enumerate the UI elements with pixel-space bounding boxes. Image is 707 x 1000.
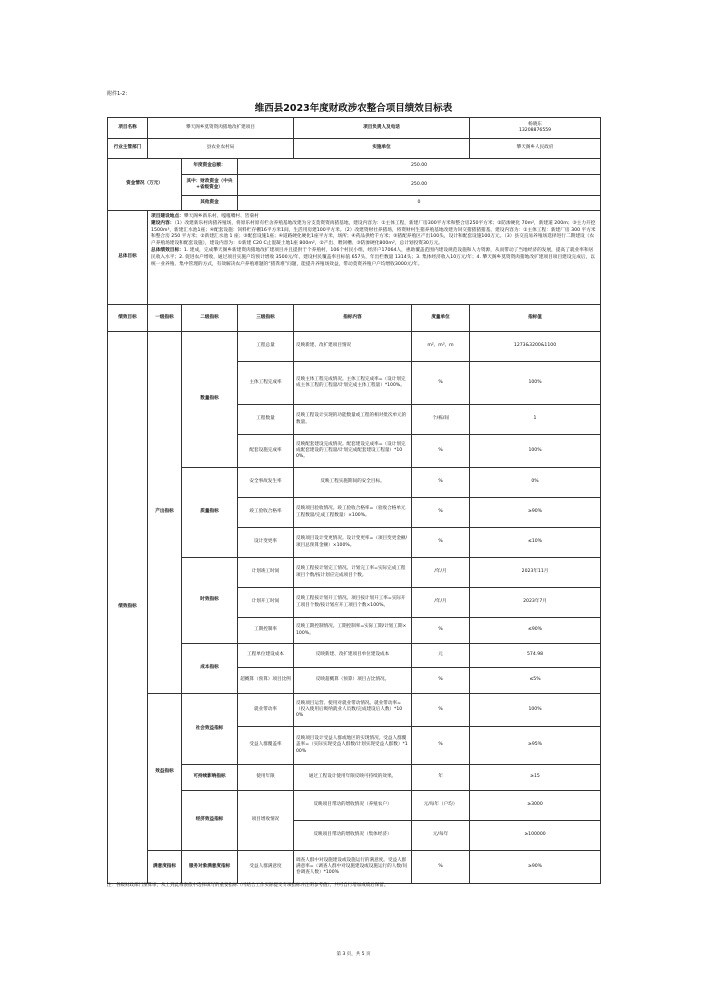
indicator-name: 设计变更率 bbox=[238, 528, 294, 558]
indicator-unit: % bbox=[412, 362, 470, 405]
indicator-value: ≤5% bbox=[470, 668, 601, 694]
indicator-unit: 个/栋/间 bbox=[412, 405, 470, 435]
indicator-content: 反映新建、改扩建项目单位建设成本 bbox=[294, 644, 412, 668]
overall-goal bbox=[148, 211, 601, 305]
department-label: 行业主管部门 bbox=[108, 139, 148, 159]
indicator-unit: 元/每年 bbox=[412, 821, 470, 851]
col-header-goal: 绩效目标 bbox=[108, 305, 148, 332]
attachment-label: 附件1-2： bbox=[107, 91, 131, 97]
project-contact-label: 项目负责人及电话 bbox=[294, 118, 470, 139]
indicator-value: 1273&3200&1100 bbox=[470, 332, 601, 362]
benefit-content: 1. 建成，完成攀天阁乡新建资肉猪地改扩建项目并且提供于个养殖村，106个村民小组，经济户17064人，惠助覆盖范围内建设规范设施和人力资源，从而带动了当地经济的发展，提高了就业率和居民收入水平；2. 促进农户增收，通过项目实施户均预计增收 3500元/年，建设村民覆盖率目标值 657头，年出栏数量 1314头；3. 集体经济收入10万元/年；4. 攀天阁乡莫资资肉猪地改扩建项目项目建设完成后，以统一业养殖、集中管理的方式，有效解决农户养殖难题的“猪粪难”问题，能提升养殖场效益，带动莫资养殖户户均增收3000元/年。 bbox=[151, 248, 595, 267]
indicator-value: 1 bbox=[470, 405, 601, 435]
indicator-value: ≤10% bbox=[470, 528, 601, 558]
indicator-value: ≥100000 bbox=[470, 821, 601, 851]
indicator-value: ≥90% bbox=[470, 498, 601, 528]
project-name: 攀天阁乡莫资资肉猪地改扩建项目 bbox=[148, 118, 294, 139]
location: 攀天阁乡新乐村、嘎嘎嘴村、皆菊村 bbox=[183, 214, 259, 219]
finance-fund-label: 其中：财政资金（中央+省级资金） bbox=[182, 175, 238, 196]
indicator-value: 574.98 bbox=[470, 644, 601, 668]
level2-social: 社会效益指标 bbox=[182, 694, 238, 765]
indicator-unit: % bbox=[412, 528, 470, 558]
level2-quality: 质量指标 bbox=[182, 468, 238, 558]
level2-timeliness: 时效指标 bbox=[182, 558, 238, 644]
level2-economic: 经济效益指标 bbox=[182, 791, 238, 851]
indicator-name: 主体工程完成率 bbox=[238, 362, 294, 405]
indicator-name: 使用年限 bbox=[238, 765, 294, 791]
indicator-value: ≥95% bbox=[470, 727, 601, 765]
performance-table bbox=[107, 117, 601, 884]
indicator-content: 反映主体工程完成情况。主体工程完成率=（设计划完成主体工程的工程量/计划完成主体工程量）*100%。 bbox=[294, 362, 412, 405]
indicator-name: 受益人群满意度 bbox=[238, 851, 294, 884]
indicator-content: 反映工程按计划完工情况。计划完工率=实际完成工程项目个数/按计划应完成项目个数。 bbox=[294, 558, 412, 588]
indicator-name: 安全事故发生率 bbox=[238, 468, 294, 498]
other-fund-label: 其他资金 bbox=[182, 196, 238, 211]
col-header-level2: 二级指标 bbox=[182, 305, 238, 332]
indicator-name: 工程单位建设成本 bbox=[238, 644, 294, 668]
indicator-unit: % bbox=[412, 668, 470, 694]
level1-satisfaction: 满意度指标 bbox=[148, 851, 182, 884]
indicator-value: ≥3000 bbox=[470, 791, 601, 821]
level1-benefit: 效益指标 bbox=[148, 694, 182, 851]
indicator-unit: /年/月 bbox=[412, 558, 470, 588]
level2-quantity: 数量指标 bbox=[182, 332, 238, 468]
indicator-content: 反映项目设计变更情况。设计变更率=（项目变更金额/项目总预算金额）×100%。 bbox=[294, 528, 412, 558]
indicator-content: 反映配套建设完成情况。配套建设完成率=（设计划完成配套建设的工程量/计划完成配套建设工程量）*100%。 bbox=[294, 435, 412, 468]
indicator-content: 反映新建、改扩建项目情况 bbox=[294, 332, 412, 362]
location-label: 项目建设地点： bbox=[151, 214, 184, 219]
col-header-unit: 度量单位 bbox=[412, 305, 470, 332]
level2-cost: 成本指标 bbox=[182, 644, 238, 694]
indicator-name: 计划开工时间 bbox=[238, 588, 294, 618]
indicator-unit: % bbox=[412, 727, 470, 765]
implementing-unit-label: 实施单位 bbox=[294, 139, 470, 159]
level2-service: 服务对象满意度指标 bbox=[182, 851, 238, 884]
department: 县农业农村局 bbox=[148, 139, 294, 159]
fund-label: 资金情况（万元） bbox=[108, 159, 182, 211]
indicator-name: 配套设施完成率 bbox=[238, 435, 294, 468]
indicator-name: 项目增收情况 bbox=[238, 791, 294, 851]
construction-content: （1）改建新乐村肉猪养殖场，将原乐村原有栏舍养殖基地改建为分支莫资资肉猪基地，建设内容为：①主体工程，新建厂房300平方米和整合房250平方米；②防渗硬化 70m²，新建道 200m；③主力开挖1500m³，新建汇水池1座；④配套设施：饲料贮存棚16平方米1间，生活用房建100平方米。（2）改建资财社养猪场，将资财村生猪养殖基地改建为饲交猪猪猪猪基，建设内容为：①主体工程：新建厂房 300 平方米和整合房 250 平方米；②新建汇水池 1 座；③配套设施1座；④道路硬化硬化1座平方米，场所；④药品供给千方米；⑤猪配养殖区产出100头，设计和配套设施100万元。（3）县交直易养殖场选择进行二期建设（农户养殖场建设和配套设施），建设内容为：①新建 C20 C止混凝土地1座 800m²，②产出、喂饲槽、③防渗硬化800m²，总计划投资30万元。 bbox=[151, 220, 596, 247]
indicator-content: 反映工期控制情况。工期控制率=实际工期/计划工期×100%。 bbox=[294, 618, 412, 644]
level1-output: 产出指标 bbox=[148, 332, 182, 694]
indicator-unit: % bbox=[412, 468, 470, 498]
indicator-unit: m²、m³、m bbox=[412, 332, 470, 362]
page-number: 第 3 页，共 5 页 bbox=[336, 952, 371, 957]
col-header-level1: 一级指标 bbox=[148, 305, 182, 332]
indicator-unit: % bbox=[412, 435, 470, 468]
indicator-content: 反映工程实施期间的安全目标。 bbox=[294, 468, 412, 498]
indicator-content: 调查人群中对设施建设或设施运行的满意度。受益人群满意率=（调查人群中对设施建设或设施运行的人数/问卷调查人数）*100% bbox=[294, 851, 412, 884]
project-name-label: 项目名称 bbox=[108, 118, 148, 139]
indicator-name: 竣工验收合格率 bbox=[238, 498, 294, 528]
indicator-content: 反映项目带动的增收情况（集体经济） bbox=[294, 821, 412, 851]
indicator-value: 2023年11月 bbox=[470, 558, 601, 588]
indicator-value: 2023年7月 bbox=[470, 588, 601, 618]
indicator-name: 受益人群覆盖率 bbox=[238, 727, 294, 765]
indicator-name: 工期控制率 bbox=[238, 618, 294, 644]
page-title: 维西县2023年度财政涉农整合项目绩效目标表 bbox=[254, 103, 453, 114]
performance-label: 绩效指标 bbox=[108, 332, 148, 884]
indicator-content: 反映工程设计实现的功能数量或工程的相对批次单元的数量。 bbox=[294, 405, 412, 435]
indicator-unit: % bbox=[412, 851, 470, 884]
indicator-value: 0% bbox=[470, 468, 601, 498]
indicator-unit: /年/月 bbox=[412, 588, 470, 618]
indicator-value: 100% bbox=[470, 694, 601, 727]
indicator-unit: % bbox=[412, 498, 470, 528]
other-fund: 0 bbox=[238, 196, 601, 211]
indicator-unit: 元/每年（户均） bbox=[412, 791, 470, 821]
indicator-content: 反映项目设计受益人群或地区的实现情况。受益人群覆盖率=（实际实现受益人群数/计划实现受益人群数）*100% bbox=[294, 727, 412, 765]
col-header-value: 指标值 bbox=[470, 305, 601, 332]
footnote: 注：各级财政部门预算审，从上到此每表依中选择填写的重要指标（可结合工作实际提交专项指标并注明参考值），共可自行增加成绩后保留。 bbox=[107, 883, 389, 888]
benefit-label: 总体绩效目标： bbox=[151, 248, 184, 254]
indicator-name: 工程数量 bbox=[238, 405, 294, 435]
col-header-content: 指标内容 bbox=[294, 305, 412, 332]
indicator-value: 100% bbox=[470, 435, 601, 468]
indicator-unit: 年 bbox=[412, 765, 470, 791]
project-contact: 杨晓东 13208876559 bbox=[470, 118, 601, 139]
overall-label: 总体目标 bbox=[108, 211, 148, 305]
col-header-level3: 三级指标 bbox=[238, 305, 294, 332]
indicator-value: ≤90% bbox=[470, 618, 601, 644]
annual-fund: 250.00 bbox=[238, 159, 601, 175]
indicator-unit: 元 bbox=[412, 644, 470, 668]
indicator-content: 反映项目带动的增收情况（养殖农户） bbox=[294, 791, 412, 821]
indicator-name: 计划竣工时间 bbox=[238, 558, 294, 588]
indicator-name: 工程总量 bbox=[238, 332, 294, 362]
indicator-value: 100% bbox=[470, 362, 601, 405]
indicator-unit: % bbox=[412, 694, 470, 727]
indicator-content: 反映项目验收情况。竣工验收合格率=（验收合格单元工程数量/完成工程数量）×100%。 bbox=[294, 498, 412, 528]
indicator-value: ≥15 bbox=[470, 765, 601, 791]
finance-fund: 250.00 bbox=[238, 175, 601, 196]
indicator-content: 通过工程设计使用年限反映可持续的效果。 bbox=[294, 765, 412, 791]
indicator-content: 反映工程按计划开工情况。项目按计划开工率=实际开工项目个数/按计划应开工项目个数×100%。 bbox=[294, 588, 412, 618]
indicator-name: 超概算（预算）项目比例 bbox=[238, 668, 294, 694]
implementing-unit: 攀天阁乡人民政府 bbox=[470, 139, 601, 159]
content-label: 建设内容： bbox=[151, 220, 175, 226]
indicator-content: 反映项目运营、使用对就业带动情况。就业带动率=（投入使用后吸纳就业人员数/完成建设后人数）*100% bbox=[294, 694, 412, 727]
annual-fund-label: 年度资金总额： bbox=[182, 159, 238, 175]
indicator-name: 就业带动率 bbox=[238, 694, 294, 727]
indicator-content: 反映超概算（预算）项目占比情况。 bbox=[294, 668, 412, 694]
level2-sustainable: 可持续影响指标 bbox=[182, 765, 238, 791]
indicator-unit: % bbox=[412, 618, 470, 644]
indicator-value: ≥90% bbox=[470, 851, 601, 884]
